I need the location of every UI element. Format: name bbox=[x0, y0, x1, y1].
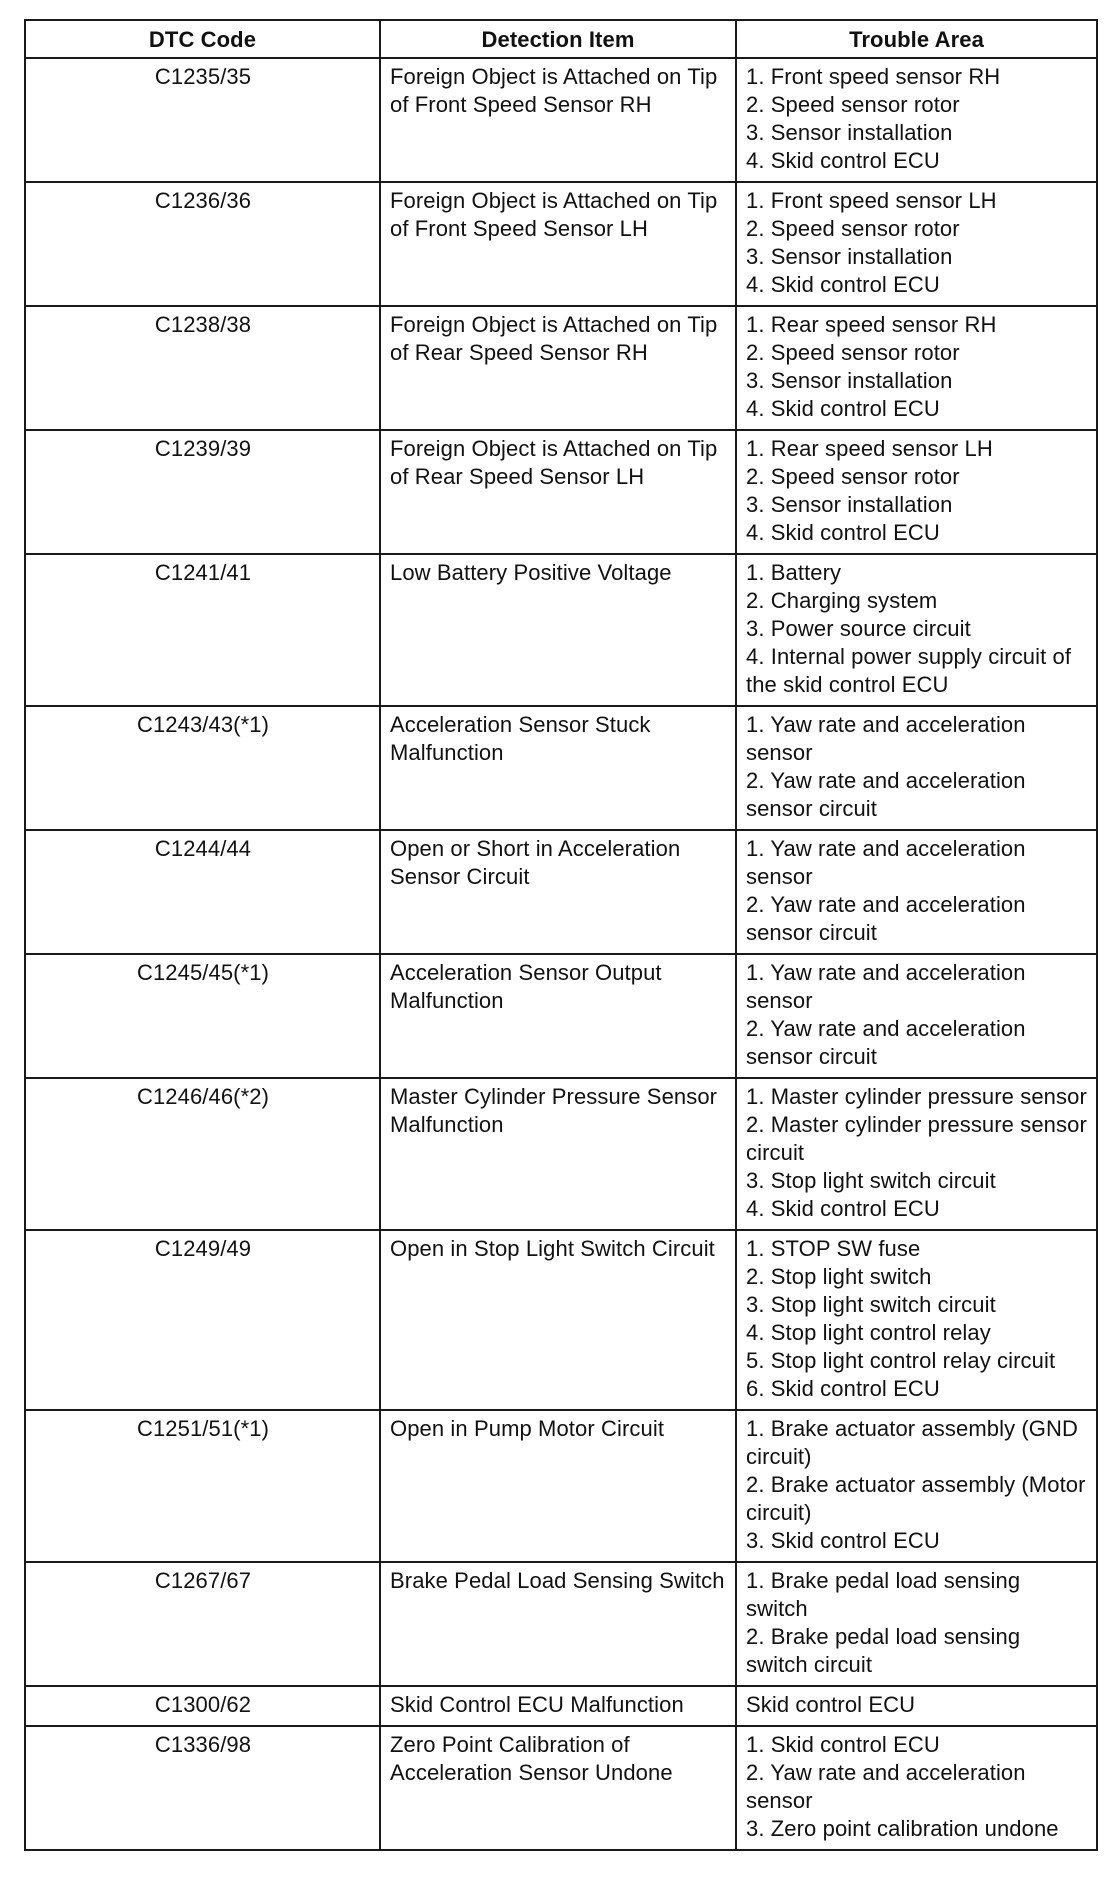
trouble-area-line: 1. Battery bbox=[746, 560, 842, 585]
header-trouble-area: Trouble Area bbox=[736, 20, 1097, 58]
trouble-area-line: 4. Skid control ECU bbox=[746, 272, 940, 297]
trouble-area-line: 1. Master cylinder pressure sensor bbox=[746, 1084, 1087, 1109]
trouble-area-line: 3. Sensor installation bbox=[746, 492, 953, 517]
table-row bbox=[25, 306, 1097, 430]
trouble-area-cell bbox=[736, 1078, 1097, 1230]
table-row bbox=[25, 58, 1097, 182]
trouble-area-line: 3. Sensor installation bbox=[746, 120, 953, 145]
table-row bbox=[25, 706, 1097, 830]
table-row bbox=[25, 954, 1097, 1078]
trouble-area-line: 4. Skid control ECU bbox=[746, 148, 940, 173]
trouble-area-line: 2. Brake pedal load sensing switch circuit bbox=[746, 1624, 1021, 1677]
trouble-area-cell bbox=[736, 430, 1097, 554]
trouble-area-line: 3. Sensor installation bbox=[746, 368, 953, 393]
table-body bbox=[25, 58, 1097, 1850]
detection-item-cell: Foreign Object is Attached on Tip of Rear Speed Sensor RH bbox=[380, 306, 736, 430]
trouble-area-line: 2. Stop light switch bbox=[746, 1264, 932, 1289]
trouble-area-line: 2. Brake actuator assembly (Motor circuit) bbox=[746, 1472, 1086, 1525]
dtc-code-cell: C1241/41 bbox=[25, 554, 380, 706]
trouble-area-line: 3. Power source circuit bbox=[746, 616, 971, 641]
trouble-area-line: 3. Skid control ECU bbox=[746, 1528, 940, 1553]
trouble-area-line: 1. Rear speed sensor RH bbox=[746, 312, 997, 337]
dtc-code-cell: C1251/51(*1) bbox=[25, 1410, 380, 1562]
trouble-area-line: 2. Yaw rate and acceleration sensor circuit bbox=[746, 1016, 1026, 1069]
detection-item-cell: Foreign Object is Attached on Tip of Rear Speed Sensor LH bbox=[380, 430, 736, 554]
trouble-area-cell bbox=[736, 182, 1097, 306]
detection-item-cell: Open in Pump Motor Circuit bbox=[380, 1410, 736, 1562]
trouble-area-line: 2. Speed sensor rotor bbox=[746, 92, 960, 117]
dtc-code-cell: C1236/36 bbox=[25, 182, 380, 306]
trouble-area-cell bbox=[736, 1230, 1097, 1410]
trouble-area-line: 2. Speed sensor rotor bbox=[746, 216, 960, 241]
trouble-area-cell bbox=[736, 954, 1097, 1078]
table-row bbox=[25, 830, 1097, 954]
trouble-area-line: 1. Yaw rate and acceleration sensor bbox=[746, 712, 1026, 765]
trouble-area-line: 4. Skid control ECU bbox=[746, 1196, 940, 1221]
table-row bbox=[25, 1686, 1097, 1726]
trouble-area-line: 3. Stop light switch circuit bbox=[746, 1168, 996, 1193]
detection-item-cell: Acceleration Sensor Stuck Malfunction bbox=[380, 706, 736, 830]
trouble-area-line: Skid control ECU bbox=[746, 1692, 916, 1717]
trouble-area-cell bbox=[736, 830, 1097, 954]
dtc-code-cell: C1238/38 bbox=[25, 306, 380, 430]
header-detection-item: Detection Item bbox=[380, 20, 736, 58]
table-row bbox=[25, 554, 1097, 706]
header-dtc-code: DTC Code bbox=[25, 20, 380, 58]
trouble-area-line: 4. Stop light control relay bbox=[746, 1320, 991, 1345]
trouble-area-line: 1. Rear speed sensor LH bbox=[746, 436, 993, 461]
trouble-area-line: 5. Stop light control relay circuit bbox=[746, 1348, 1056, 1373]
detection-item-cell: Acceleration Sensor Output Malfunction bbox=[380, 954, 736, 1078]
table-row bbox=[25, 182, 1097, 306]
trouble-area-cell bbox=[736, 1562, 1097, 1686]
trouble-area-line: 6. Skid control ECU bbox=[746, 1376, 940, 1401]
table-row bbox=[25, 1410, 1097, 1562]
trouble-area-cell bbox=[736, 554, 1097, 706]
detection-item-cell: Brake Pedal Load Sensing Switch bbox=[380, 1562, 736, 1686]
dtc-code-cell: C1239/39 bbox=[25, 430, 380, 554]
dtc-code-cell: C1300/62 bbox=[25, 1686, 380, 1726]
detection-item-cell: Skid Control ECU Malfunction bbox=[380, 1686, 736, 1726]
header-row bbox=[25, 20, 1097, 58]
trouble-area-line: 4. Internal power supply circuit of the skid control ECU bbox=[746, 644, 1072, 697]
dtc-code-cell: C1267/67 bbox=[25, 1562, 380, 1686]
trouble-area-line: 4. Skid control ECU bbox=[746, 396, 940, 421]
trouble-area-cell bbox=[736, 706, 1097, 830]
trouble-area-line: 1. Brake actuator assembly (GND circuit) bbox=[746, 1416, 1078, 1469]
trouble-area-cell bbox=[736, 1726, 1097, 1850]
trouble-area-line: 1. Brake pedal load sensing switch bbox=[746, 1568, 1021, 1621]
detection-item-cell: Low Battery Positive Voltage bbox=[380, 554, 736, 706]
trouble-area-line: 2. Speed sensor rotor bbox=[746, 340, 960, 365]
detection-item-cell: Open in Stop Light Switch Circuit bbox=[380, 1230, 736, 1410]
trouble-area-cell bbox=[736, 306, 1097, 430]
trouble-area-line: 2. Master cylinder pressure sensor circuit bbox=[746, 1112, 1087, 1165]
dtc-code-cell: C1243/43(*1) bbox=[25, 706, 380, 830]
trouble-area-line: 3. Stop light switch circuit bbox=[746, 1292, 996, 1317]
trouble-area-line: 1. Skid control ECU bbox=[746, 1732, 940, 1757]
dtc-code-cell: C1245/45(*1) bbox=[25, 954, 380, 1078]
trouble-area-line: 3. Zero point calibration undone bbox=[746, 1816, 1059, 1841]
detection-item-cell: Foreign Object is Attached on Tip of Front Speed Sensor RH bbox=[380, 58, 736, 182]
table-row bbox=[25, 1726, 1097, 1850]
trouble-area-line: 2. Yaw rate and acceleration sensor circuit bbox=[746, 892, 1026, 945]
trouble-area-line: 2. Speed sensor rotor bbox=[746, 464, 960, 489]
trouble-area-line: 2. Yaw rate and acceleration sensor bbox=[746, 1760, 1026, 1813]
trouble-area-cell bbox=[736, 58, 1097, 182]
trouble-area-line: 4. Skid control ECU bbox=[746, 520, 940, 545]
dtc-code-cell: C1249/49 bbox=[25, 1230, 380, 1410]
trouble-area-line: 3. Sensor installation bbox=[746, 244, 953, 269]
trouble-area-line: 1. Front speed sensor RH bbox=[746, 64, 1001, 89]
trouble-area-cell bbox=[736, 1686, 1097, 1726]
dtc-table bbox=[24, 19, 1098, 1851]
table-row bbox=[25, 1562, 1097, 1686]
dtc-code-cell: C1244/44 bbox=[25, 830, 380, 954]
table-row bbox=[25, 430, 1097, 554]
trouble-area-line: 1. Yaw rate and acceleration sensor bbox=[746, 836, 1026, 889]
detection-item-cell: Foreign Object is Attached on Tip of Front Speed Sensor LH bbox=[380, 182, 736, 306]
detection-item-cell: Zero Point Calibration of Acceleration Sensor Undone bbox=[380, 1726, 736, 1850]
trouble-area-line: 1. Yaw rate and acceleration sensor bbox=[746, 960, 1026, 1013]
trouble-area-line: 2. Charging system bbox=[746, 588, 938, 613]
trouble-area-line: 2. Yaw rate and acceleration sensor circuit bbox=[746, 768, 1026, 821]
trouble-area-line: 1. Front speed sensor LH bbox=[746, 188, 997, 213]
dtc-code-cell: C1246/46(*2) bbox=[25, 1078, 380, 1230]
table-row bbox=[25, 1078, 1097, 1230]
detection-item-cell: Open or Short in Acceleration Sensor Circuit bbox=[380, 830, 736, 954]
trouble-area-line: 1. STOP SW fuse bbox=[746, 1236, 921, 1261]
table-row bbox=[25, 1230, 1097, 1410]
detection-item-cell: Master Cylinder Pressure Sensor Malfunction bbox=[380, 1078, 736, 1230]
dtc-code-cell: C1235/35 bbox=[25, 58, 380, 182]
table-header bbox=[25, 20, 1097, 58]
trouble-area-cell bbox=[736, 1410, 1097, 1562]
dtc-code-cell: C1336/98 bbox=[25, 1726, 380, 1850]
